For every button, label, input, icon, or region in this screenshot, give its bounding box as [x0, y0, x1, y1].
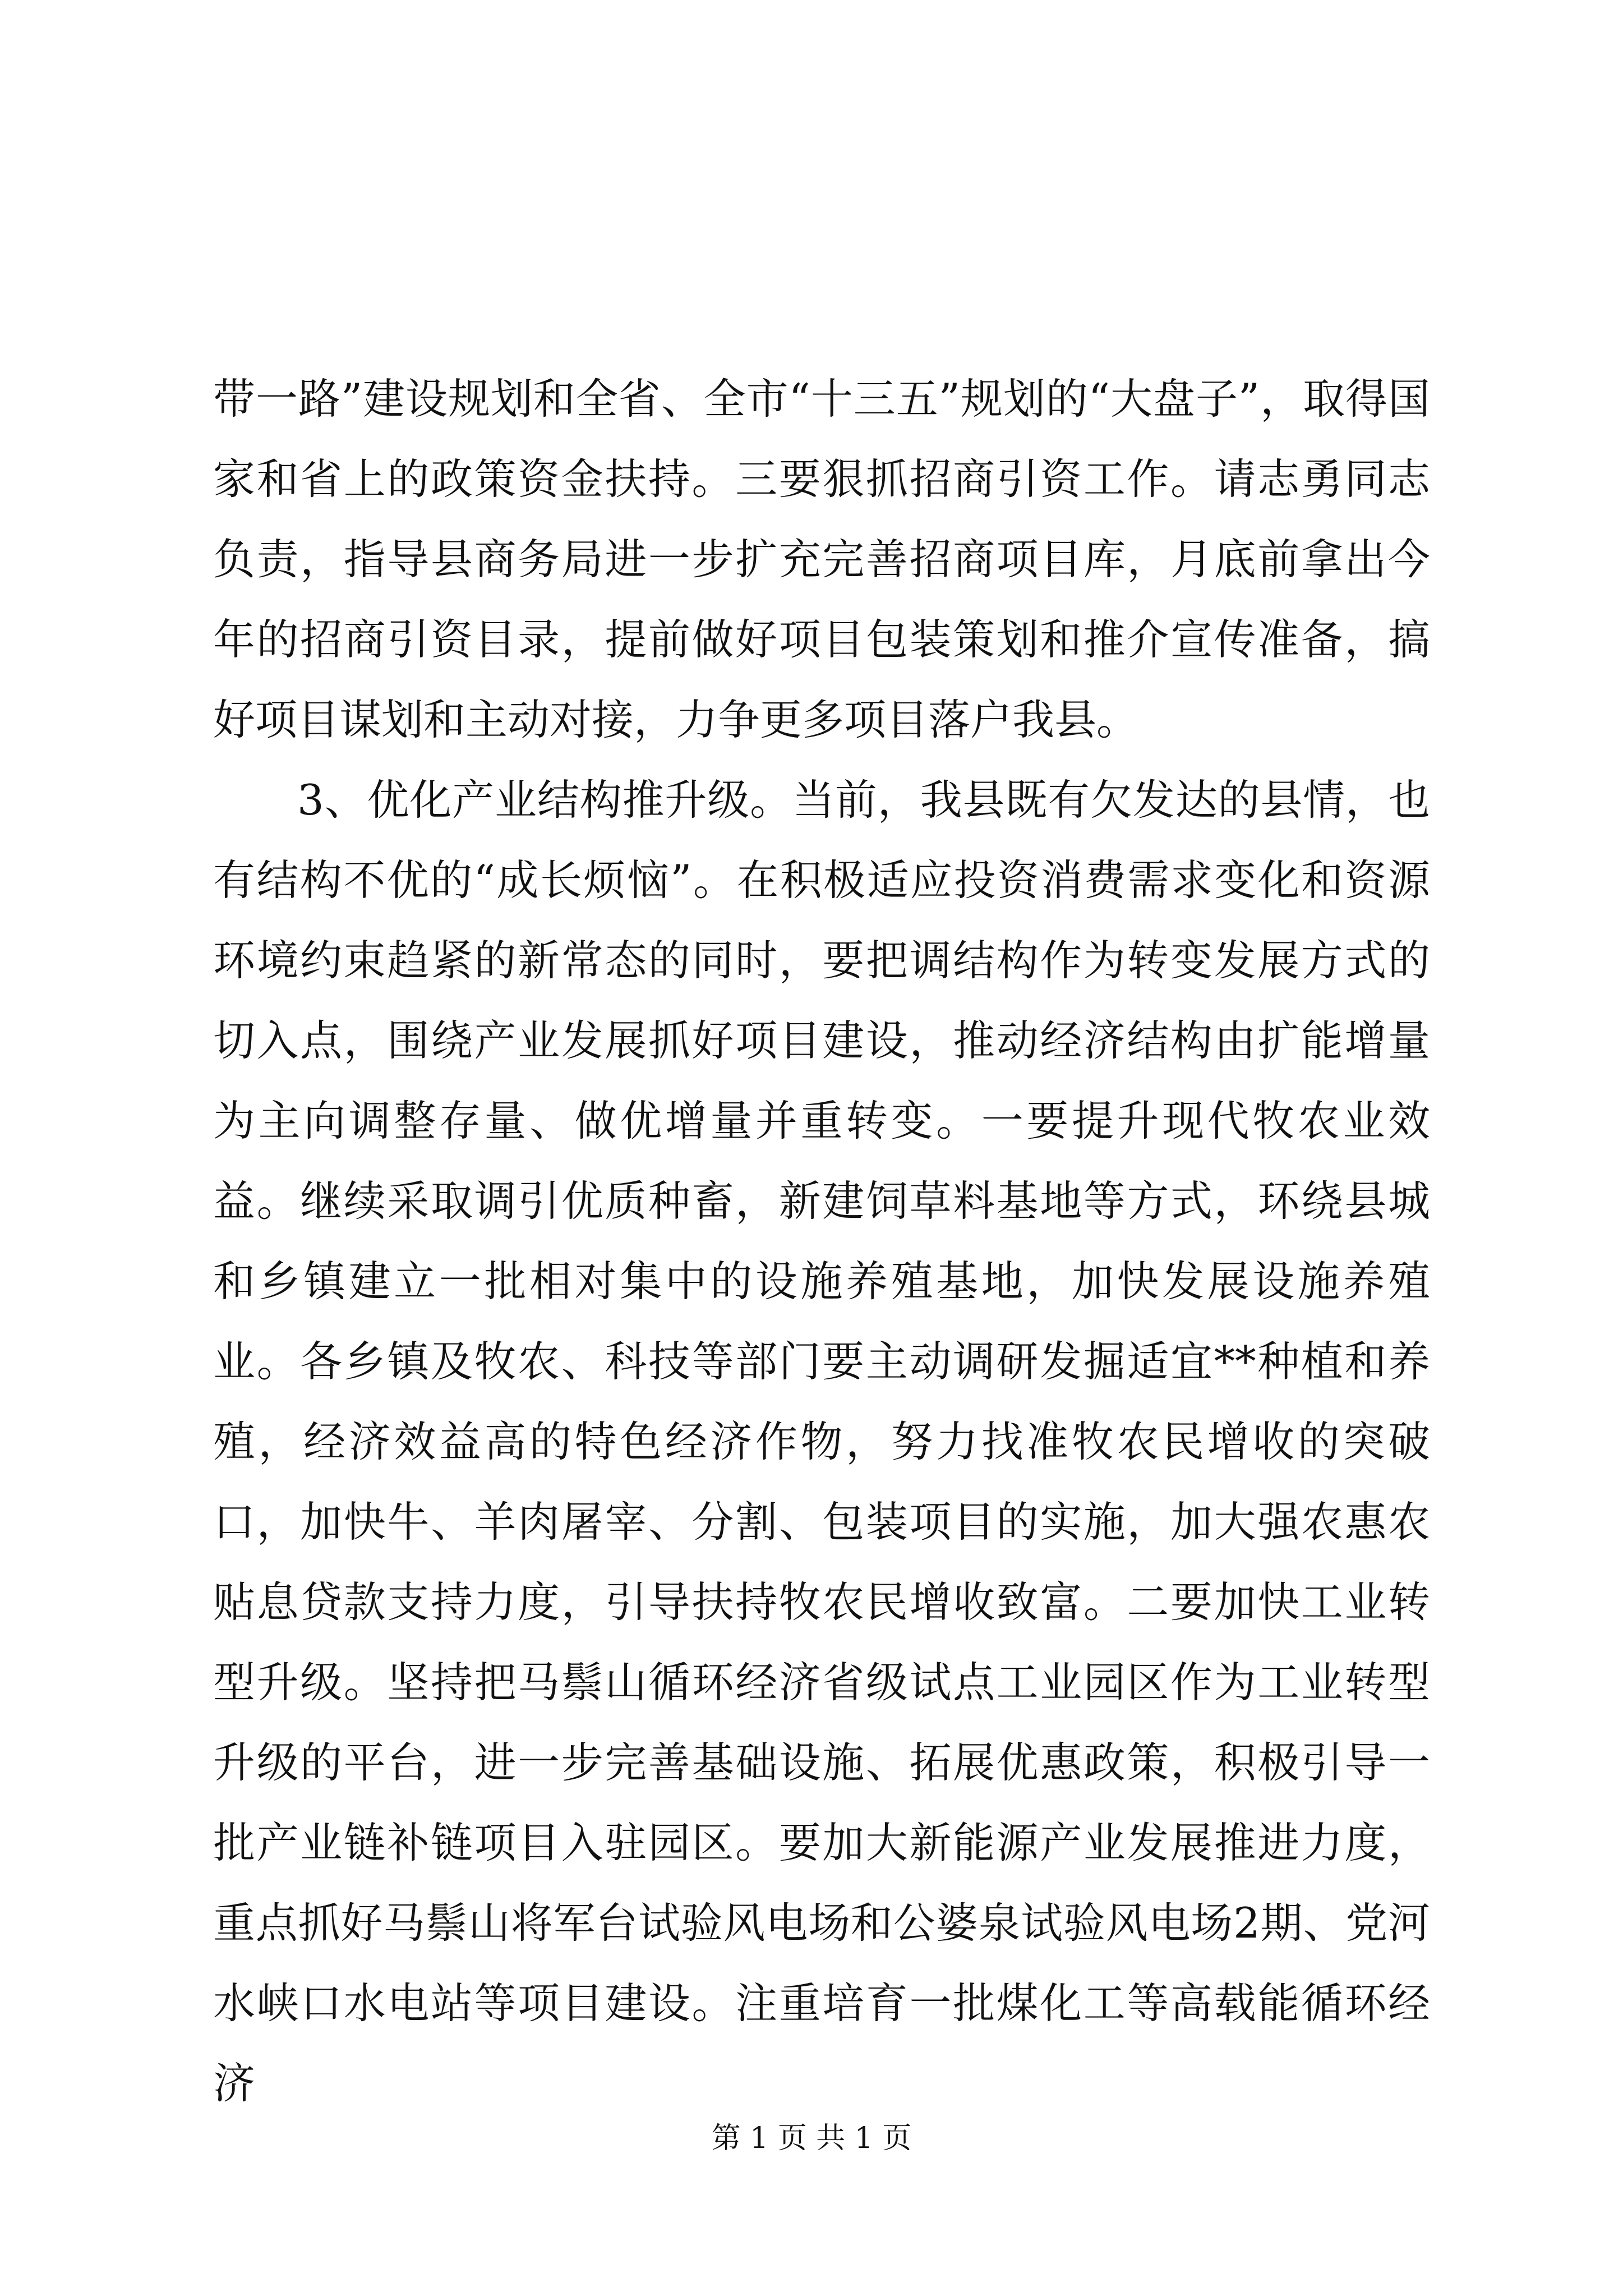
page-number-footer: 第 1 页 共 1 页 [711, 2122, 912, 2155]
paragraph-1: 带一路”建设规划和全省、全市“十三五”规划的“大盘子”，取得国家和省上的政策资金扶持。三要狠抓招商引资工作。请志勇同志负责，指导县商务局进一步扩充完善招商项目库，月底前拿出今年的招商引资目录，提前做好项目包装策划和推介宣传准备，搞好项目谋划和主动对接，力争更多项目落户我县。 [213, 374, 1430, 744]
document-body [213, 359, 1430, 2124]
paragraph-2: 3、优化产业结构推升级。当前，我县既有欠发达的县情，也有结构不优的“成长烦恼”。在积极适应投资消费需求变化和资源环境约束趋紧的新常态的同时，要把调结构作为转变发展方式的切入点，围绕产业发展抓好项目建设，推动经济结构由扩能增量为主向调整存量、做优增量并重转变。一要提升现代牧农业效益。继续采取调引优质种畜，新建饲草料基地等方式，环绕县城和乡镇建立一批相对集中的设施养殖基地，加快发展设施养殖业。各乡镇及牧农、科技等部门要主动调研发掘适宜**种植和养殖，经济效益高的特色经济作物，努力找准牧农民增收的突破口，加快牛、羊肉屠宰、分割、包装项目的实施，加大强农惠农贴息贷款支持力度，引导扶持牧农民增收致富。二要加快工业转型升级。坚持把马鬃山循环经济省级试点工业园区作为工业转型升级的平台，进一步完善基础设施、拓展优惠政策，积极引导一批产业链补链项目入驻园区。要加大新能源产业发展推进力度，重点抓好马鬃山将军台试验风电场和公婆泉试验风电场2期、党河水峡口水电站等项目建设。注重培育一批煤化工等高载能循环经济 [213, 775, 1430, 2108]
